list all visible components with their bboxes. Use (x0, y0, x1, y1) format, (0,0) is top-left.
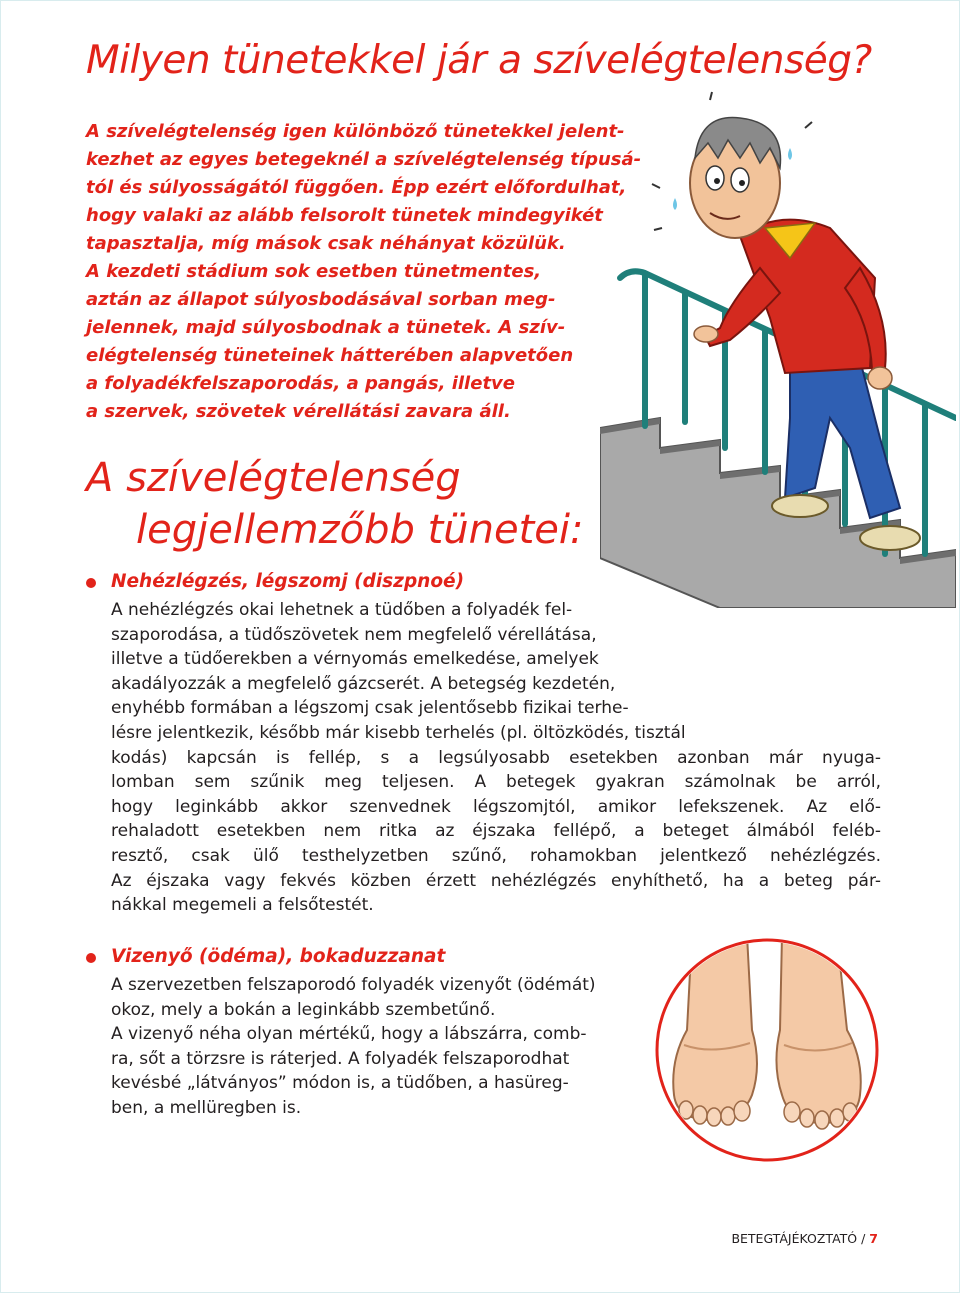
intro-line: tapasztalja, míg mások csak néhányat közülük. (86, 233, 566, 254)
intro-line: tól és súlyosságától függően. Épp ezért előfordulhat, (86, 177, 627, 198)
intro-line: elégtelenség tüneteinek hátterében alapvetően (86, 345, 574, 366)
text-line: ra, sőt a törzsre is ráterjed. A folyadék felszaporodhat (111, 1048, 570, 1069)
intro-line: aztán az állapot súlyosbodásával sorban meg- (86, 289, 556, 310)
intro-line: kezhet az egyes betegeknél a szívelégtelenség típusá- (86, 149, 642, 170)
text-line: Az éjszaka vagy fekvés közben érzett nehézlégzés enyhíthető, ha a beteg pár- (111, 870, 881, 891)
text-line: szaporodása, a tüdőszövetek nem megfelelő vérellátása, (111, 624, 597, 645)
subheading-line: legjellemzőbb tünetei: (136, 507, 584, 553)
bullet-icon (86, 578, 96, 588)
text-line: okoz, mely a bokán a leginkább szembetűnő. (111, 999, 496, 1020)
intro-line: jelennek, majd súlyosbodnak a tünetek. A szív- (86, 317, 566, 338)
text-line: A szervezetben felszaporodó folyadék vizenyőt (ödémát) (111, 975, 596, 995)
symptom-heading-dyspnea: Nehézlégzés, légszomj (diszpnoé) (111, 571, 465, 592)
text-line: kevésbé „látványos” módon is, a tüdőben, a hasüreg- (111, 1073, 569, 1094)
footer-label: BETEGTÁJÉKOZTATÓ / (731, 1231, 866, 1246)
symptom-text-edema (111, 973, 651, 1121)
subheading-line: A szívelégtelenség (86, 455, 461, 501)
text-line: illetve a tüdőerekben a vérnyomás emelkedése, amelyek (111, 649, 599, 670)
symptom-text-dyspnea (111, 598, 881, 918)
intro-paragraph (86, 118, 646, 426)
intro-line: a szervek, szövetek vérellátási zavara áll. (86, 401, 511, 422)
intro-line: a folyadékfelszaporodás, a pangás, illetve (86, 373, 515, 394)
text-line: enyhébb formában a légszomj csak jelentősebb fizikai terhe- (111, 698, 629, 719)
page-number: 7 (869, 1231, 878, 1246)
page-footer (731, 1231, 878, 1246)
text-line: lomban sem szűnik meg teljesen. A betegek gyakran számolnak be arról, (111, 772, 881, 793)
text-line: akadályozzák a megfelelő gázcserét. A betegség kezdetén, (111, 673, 616, 694)
text-line: resztő, csak ülő testhelyzetben szűnő, rohamokban jelentkező nehézlégzés. (111, 845, 881, 866)
symptom-heading-edema: Vizenyő (ödéma), bokaduzzanat (111, 946, 446, 967)
text-line: kodás) kapcsán is fellép, s a legsúlyosabb esetekben azonban már nyuga- (111, 747, 881, 768)
man-climbing-stairs-illustration (600, 88, 956, 608)
text-line: A nehézlégzés okai lehetnek a tüdőben a folyadék fel- (111, 600, 573, 620)
text-line: A vizenyő néha olyan mértékű, hogy a lábszárra, comb- (111, 1024, 587, 1045)
bullet-icon (86, 953, 96, 963)
text-line: ben, a mellüregben is. (111, 1097, 302, 1118)
page-title: Milyen tünetekkel jár a szívelégtelenség? (86, 38, 872, 83)
intro-line: A szívelégtelenség igen különböző tünetekkel jelent- (86, 121, 625, 142)
swollen-ankles-illustration (652, 935, 882, 1165)
intro-line: hogy valaki az alább felsorolt tünetek mindegyikét (86, 205, 603, 226)
text-line: lésre jelentkezik, később már kisebb terhelés (pl. öltözködés, tisztál (111, 722, 686, 743)
text-line: rehaladott esetekben nem ritka az éjszaka fellépő, a beteget álmából feléb- (111, 821, 881, 842)
intro-line: A kezdeti stádium sok esetben tünetmentes, (86, 261, 542, 282)
text-line: nákkal megemeli a felsőtestét. (111, 895, 374, 916)
symptoms-subheading (86, 452, 583, 556)
text-line: hogy leginkább akkor szenvednek légszomjtól, amikor lefekszenek. Az elő- (111, 796, 881, 817)
